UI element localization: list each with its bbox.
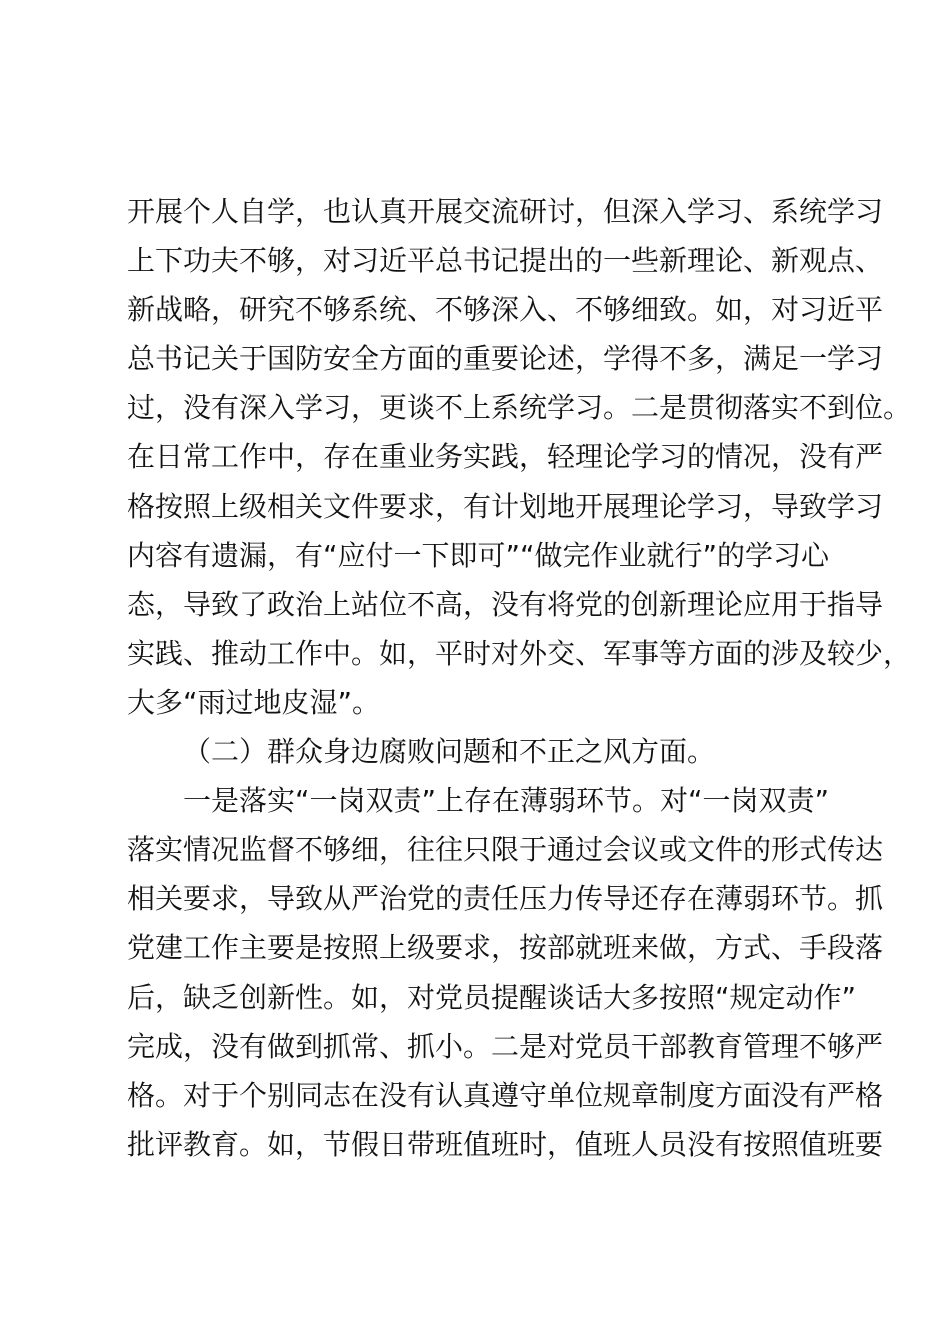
text-line: 后，缺乏创新性。如，对党员提醒谈话大多按照“规定动作” bbox=[127, 980, 857, 1014]
text-line: 新战略，研究不够系统、不够深入、不够细致。如，对习近平 bbox=[127, 293, 884, 327]
text-line: 格按照上级相关文件要求，有计划地开展理论学习，导致学习 bbox=[127, 489, 884, 523]
text-line: 党建工作主要是按照上级要求，按部就班来做，方式、手段落 bbox=[127, 931, 884, 965]
paragraph-start-line: 一是落实“一岗双责”上存在薄弱环节。对“一岗双责” bbox=[183, 784, 830, 818]
text-line: 上下功夫不够，对习近平总书记提出的一些新理论、新观点、 bbox=[127, 244, 884, 278]
text-line: 落实情况监督不够细，往往只限于通过会议或文件的形式传达 bbox=[127, 833, 884, 867]
text-line: 完成，没有做到抓常、抓小。二是对党员干部教育管理不够严 bbox=[127, 1029, 884, 1063]
text-line: 态，导致了政治上站位不高，没有将党的创新理论应用于指导 bbox=[127, 587, 884, 621]
text-line: 内容有遗漏，有“应付一下即可”“做完作业就行”的学习心 bbox=[127, 538, 830, 572]
text-line: 开展个人自学，也认真开展交流研讨，但深入学习、系统学习 bbox=[127, 195, 884, 228]
text-line: 格。对于个别同志在没有认真遵守单位规章制度方面没有严格 bbox=[127, 1078, 884, 1112]
text-line: 批评教育。如，节假日带班值班时，值班人员没有按照值班要 bbox=[127, 1127, 884, 1161]
text-line: 在日常工作中，存在重业务实践，轻理论学习的情况，没有严 bbox=[127, 440, 884, 474]
text-line: 实践、推动工作中。如，平时对外交、军事等方面的涉及较少， bbox=[127, 636, 912, 670]
section-heading: （二）群众身边腐败问题和不正之风方面。 bbox=[183, 735, 716, 769]
body-text bbox=[127, 187, 912, 1169]
text-line: 大多“雨过地皮湿”。 bbox=[127, 685, 381, 719]
text-line: 过，没有深入学习，更谈不上系统学习。二是贯彻落实不到位。 bbox=[127, 391, 912, 425]
text-line: 总书记关于国防安全方面的重要论述，学得不多，满足一学习 bbox=[127, 342, 884, 376]
text-line: 相关要求，导致从严治党的责任压力传导还存在薄弱环节。抓 bbox=[127, 882, 884, 916]
